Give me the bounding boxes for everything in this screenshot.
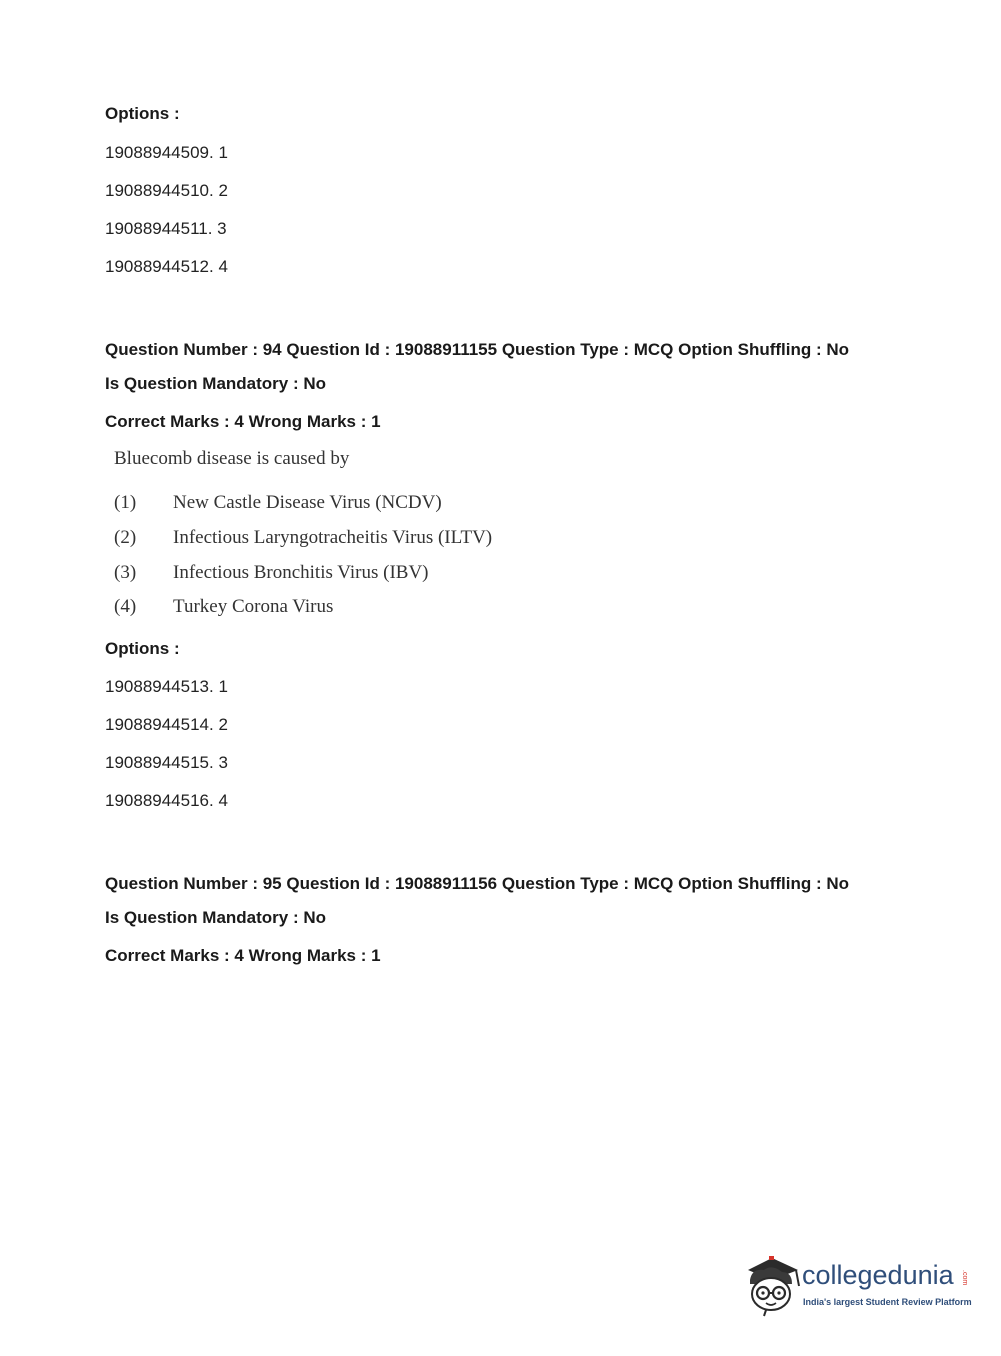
choice-row xyxy=(114,562,429,584)
option-item: 19088944509. 1 xyxy=(105,143,228,162)
question-header: Question Number : 94 Question Id : 19088911155 Question Type : MCQ Option Shuffling : No xyxy=(105,340,850,359)
option-item: 19088944511. 3 xyxy=(105,219,227,238)
question-body xyxy=(104,444,544,624)
choice-number: (4) xyxy=(114,596,137,617)
options-label: Options : xyxy=(105,104,180,123)
choice-row xyxy=(114,492,442,514)
option-item: 19088944510. 2 xyxy=(105,181,228,200)
choice-number: (2) xyxy=(114,527,137,548)
question-stem: Bluecomb disease is caused by xyxy=(114,448,350,469)
choice-number: (3) xyxy=(114,562,137,583)
question-marks: Correct Marks : 4 Wrong Marks : 1 xyxy=(105,412,381,431)
choice-text: Turkey Corona Virus xyxy=(173,596,334,617)
choice-text: Infectious Laryngotracheitis Virus (ILTV) xyxy=(173,527,493,548)
choice-text: New Castle Disease Virus (NCDV) xyxy=(173,492,442,513)
option-item: 19088944512. 4 xyxy=(105,257,228,276)
mascot-icon xyxy=(742,1250,804,1318)
question-marks: Correct Marks : 4 Wrong Marks : 1 xyxy=(105,946,381,965)
choice-row xyxy=(114,527,492,549)
option-item: 19088944513. 1 xyxy=(105,677,228,696)
options-label: Options : xyxy=(105,639,180,658)
option-item: 19088944515. 3 xyxy=(105,753,228,772)
choice-row xyxy=(114,596,333,618)
choice-text: Infectious Bronchitis Virus (IBV) xyxy=(173,562,429,583)
logo-wordmark: collegedunia xyxy=(802,1260,954,1290)
logo-tagline: India's largest Student Review Platform xyxy=(803,1297,972,1307)
collegedunia-logo[interactable] xyxy=(742,1250,972,1318)
question-header: Question Number : 95 Question Id : 19088911156 Question Type : MCQ Option Shuffling : No xyxy=(105,874,850,893)
option-item: 19088944514. 2 xyxy=(105,715,228,734)
logo-com: .com xyxy=(961,1270,968,1286)
choice-number: (1) xyxy=(114,492,137,513)
question-mandatory: Is Question Mandatory : No xyxy=(105,908,327,927)
question-mandatory: Is Question Mandatory : No xyxy=(105,374,327,393)
option-item: 19088944516. 4 xyxy=(105,791,228,810)
